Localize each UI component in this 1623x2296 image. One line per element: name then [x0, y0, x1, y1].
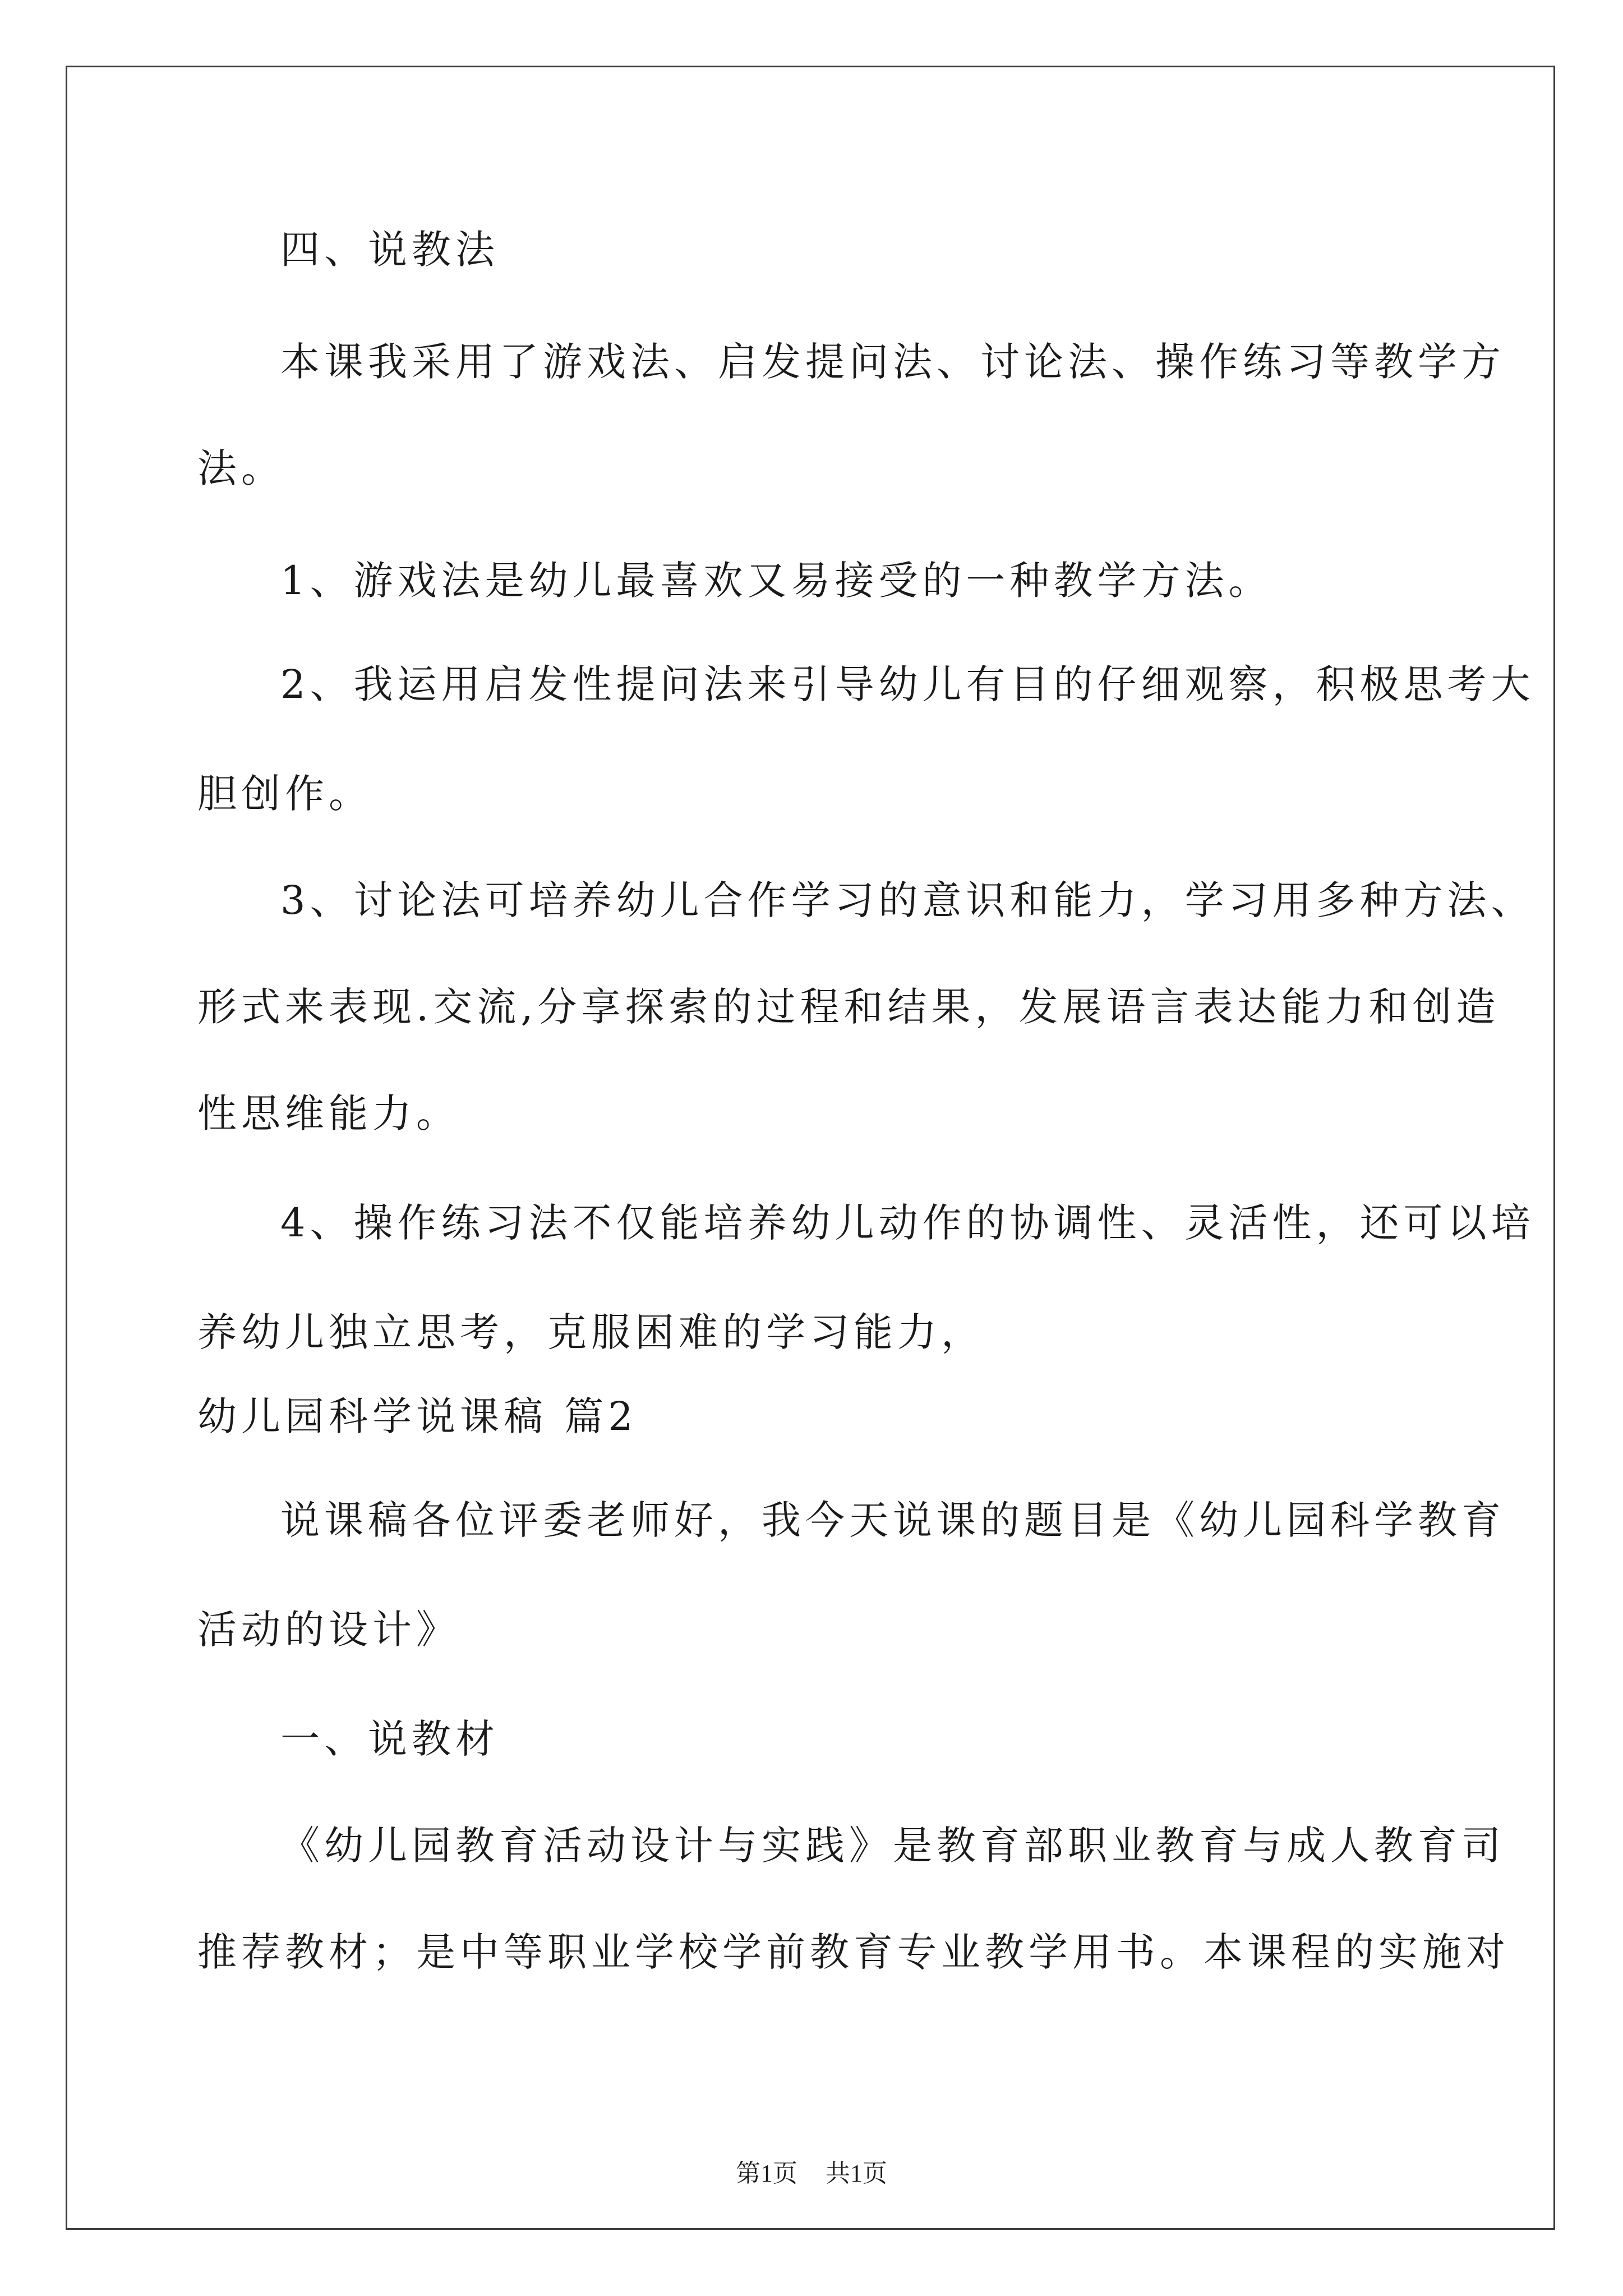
paragraph-line: 养幼儿独立思考，克服困难的学习能力，: [197, 1309, 985, 1355]
paragraph-line: 2、我运用启发性提问法来引导幼儿有目的仔细观察，积极思考大: [280, 661, 1535, 707]
paragraph-line: 说课稿各位评委老师好，我今天说课的题目是《幼儿园科学教育: [280, 1497, 1505, 1543]
page-footer: [0, 2157, 1623, 2191]
paragraph-line: 《幼儿园教育活动设计与实践》是教育部职业教育与成人教育司: [280, 1823, 1505, 1869]
paragraph-line: 法。: [197, 445, 285, 491]
paragraph-line: 3、讨论法可培养幼儿合作学习的意识和能力，学习用多种方法、: [280, 877, 1535, 923]
section-heading-teaching-methods: 四、说教法: [280, 227, 499, 273]
paragraph-line: 活动的设计》: [197, 1607, 460, 1653]
paragraph-line: 胆创作。: [197, 771, 372, 817]
page-number-current: 第1页: [736, 2160, 797, 2187]
paragraph-line: 本课我采用了游戏法、启发提问法、讨论法、操作练习等教学方: [280, 339, 1505, 385]
paragraph-line: 4、操作练习法不仅能培养幼儿动作的协调性、灵活性，还可以培: [280, 1200, 1535, 1246]
page-number-total: 共1页: [826, 2160, 887, 2187]
paragraph-line: 推荐教材；是中等职业学校学前教育专业教学用书。本课程的实施对: [197, 1929, 1510, 1975]
page-frame: [66, 66, 1555, 2230]
paragraph-line: 性思维能力。: [197, 1091, 460, 1137]
paragraph-line: 形式来表现.交流,分享探索的过程和结果，发展语言表达能力和创造: [197, 984, 1500, 1030]
paragraph-line: 1、游戏法是幼儿最喜欢又易接受的一种教学方法。: [280, 558, 1272, 604]
article-title: 幼儿园科学说课稿 篇2: [197, 1393, 638, 1439]
section-heading-textbook: 一、说教材: [280, 1716, 499, 1762]
